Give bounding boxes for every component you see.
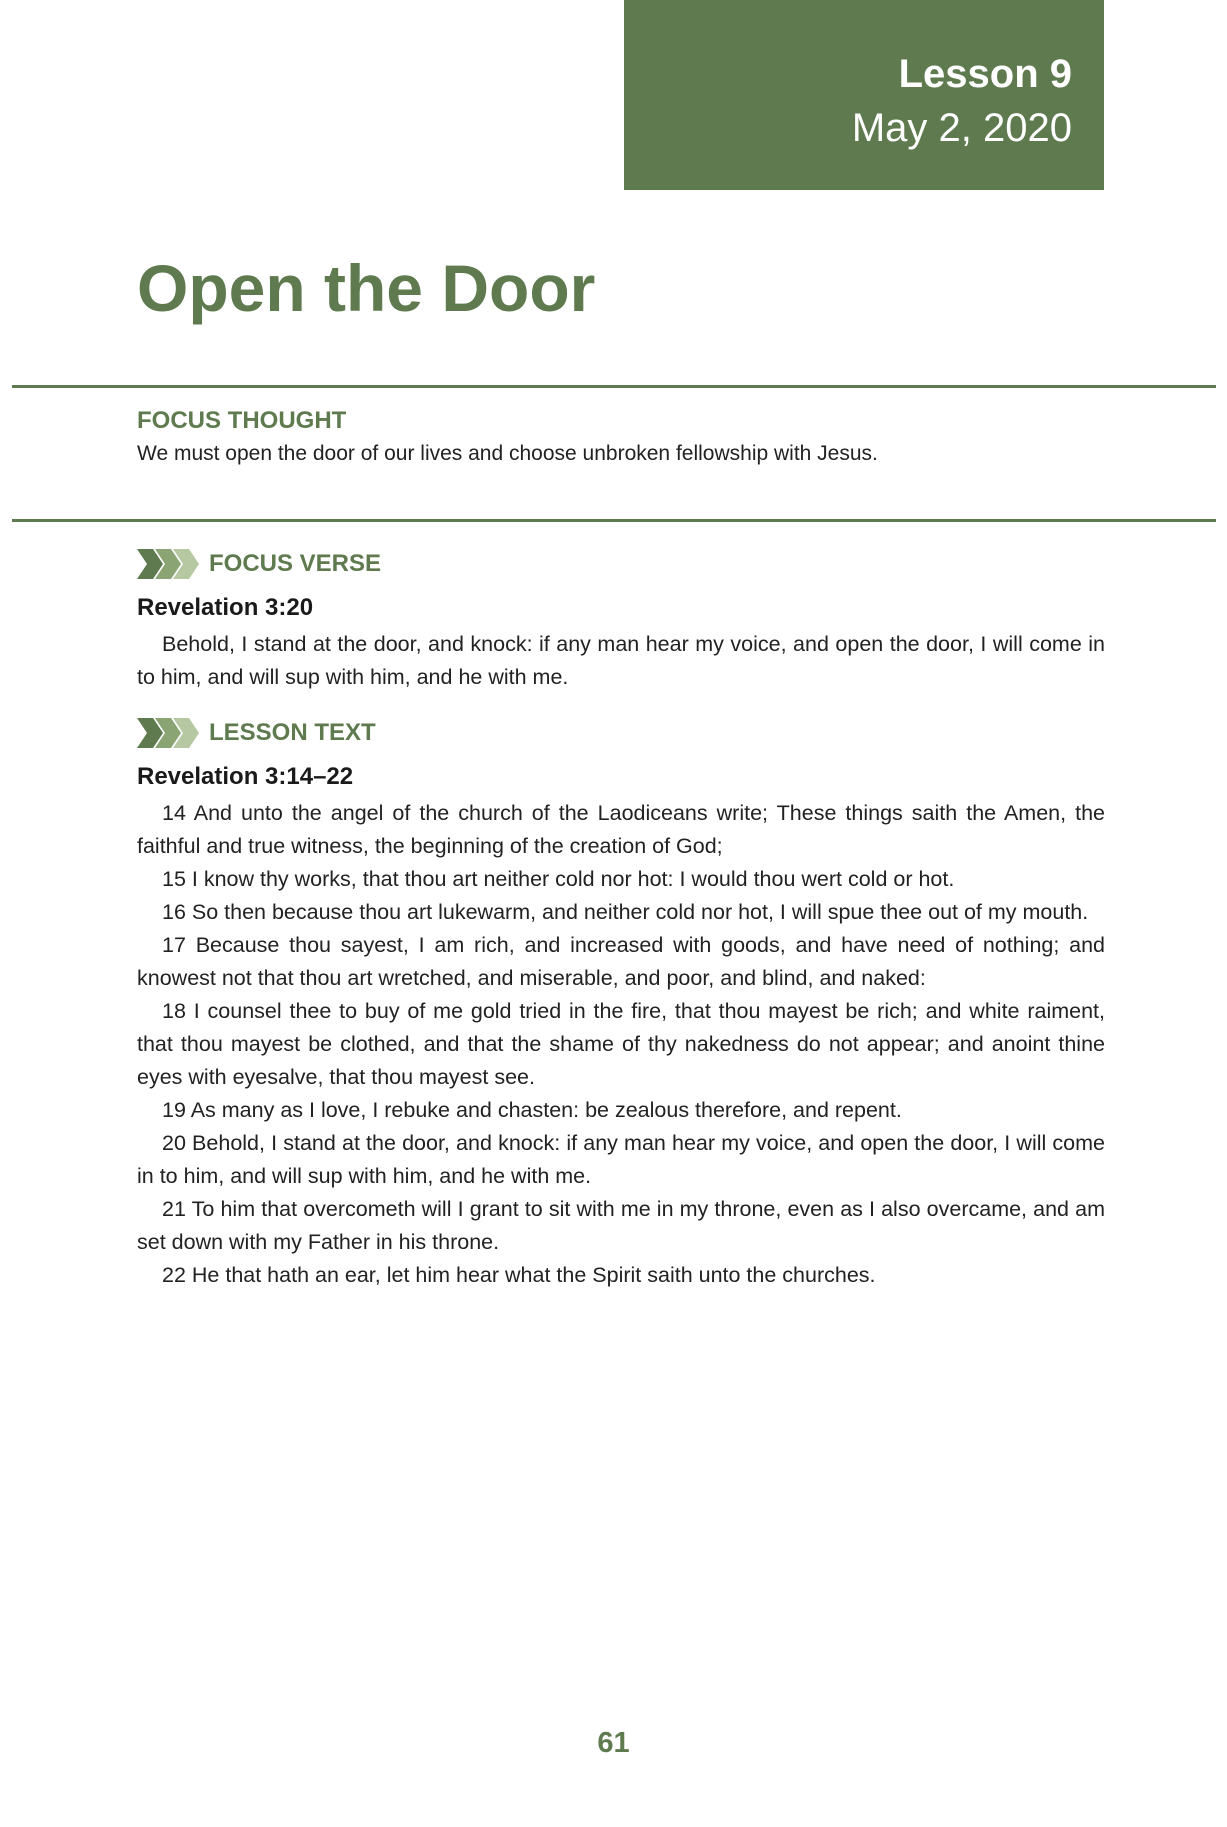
verse-21: 21 To him that overcometh will I grant to sit with me in my throne, even as I also overcame, and am set down with my Father in his throne.: [137, 1197, 1105, 1254]
triple-chevron-icon: [137, 718, 199, 748]
focus-verse-heading: [137, 549, 381, 579]
lesson-text-reference: Revelation 3:14–22: [137, 763, 354, 790]
verse-20: 20 Behold, I stand at the door, and knock: if any man hear my voice, and open the door, I will come in to him, and will sup with him, and he with me.: [137, 1131, 1105, 1188]
focus-verse-reference: Revelation 3:20: [137, 594, 314, 621]
verse-17: 17 Because thou sayest, I am rich, and increased with goods, and have need of nothing; and knowest not that thou art wretched, and miserable, and poor, and blind, and naked:: [137, 933, 1105, 990]
lesson-text-body: [137, 797, 1105, 1292]
focus-verse-paragraph: Behold, I stand at the door, and knock: if any man hear my voice, and open the door, I will come in to him, and will sup with him, and he with me.: [137, 632, 1105, 689]
page-number: 61: [597, 1727, 630, 1759]
focus-verse-text: [137, 628, 1105, 694]
verse-15: 15 I know thy works, that thou art neither cold nor hot: I would thou wert cold or hot.: [162, 867, 955, 891]
focus-verse-label: FOCUS VERSE: [209, 550, 382, 577]
lesson-text-heading: [137, 718, 376, 748]
focus-thought-heading: FOCUS THOUGHT: [137, 407, 347, 434]
divider-top: [12, 385, 1216, 388]
lesson-text-label: LESSON TEXT: [209, 719, 376, 746]
verse-22: 22 He that hath an ear, let him hear what the Spirit saith unto the churches.: [162, 1263, 876, 1287]
triple-chevron-icon: [137, 549, 199, 579]
page-title: Open the Door: [137, 251, 596, 325]
verse-19: 19 As many as I love, I rebuke and chasten: be zealous therefore, and repent.: [162, 1098, 902, 1122]
lesson-number: Lesson 9: [898, 52, 1072, 96]
lesson-date: May 2, 2020: [851, 106, 1072, 150]
verse-18: 18 I counsel thee to buy of me gold tried in the fire, that thou mayest be rich; and white raiment, that thou mayest be clothed, and that the shame of thy nakedness do not appear; and anoint thine eyes with eyesalve, that thou mayest see.: [137, 999, 1105, 1089]
verse-14: 14 And unto the angel of the church of the Laodiceans write; These things saith the Amen, the faithful and true witness, the beginning of the creation of God;: [137, 801, 1105, 858]
divider-bottom: [12, 519, 1216, 522]
focus-thought-text: We must open the door of our lives and choose unbroken fellowship with Jesus.: [137, 442, 878, 465]
lesson-header-box: [624, 0, 1104, 190]
verse-16: 16 So then because thou art lukewarm, and neither cold nor hot, I will spue thee out of my mouth.: [162, 900, 1089, 924]
